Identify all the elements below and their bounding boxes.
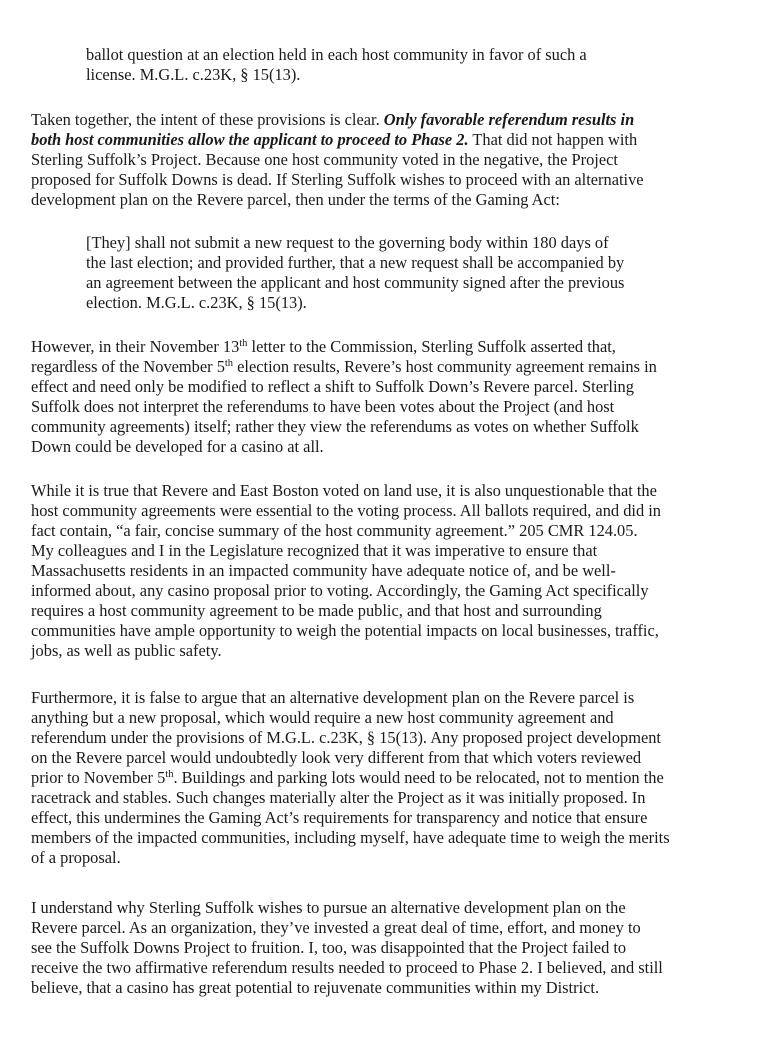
text-run: letter to the Commission, Sterling Suffolk asserted that,	[247, 337, 616, 356]
text-line: communities have ample opportunity to weigh the potential impacts on local businesses, traffic,	[31, 621, 659, 640]
text-line: Suffolk does not interpret the referendums to have been votes about the Project (and host	[31, 397, 615, 416]
text-line: jobs, as well as public safety.	[31, 641, 222, 660]
text-line: fact contain, “a fair, concise summary of the host community agreement.” 205 CMR 124.05.	[31, 521, 638, 540]
paragraph-new-proposal	[31, 688, 670, 868]
text-line: proposed for Suffolk Downs is dead. If Sterling Suffolk wishes to proceed with an alternative	[31, 170, 644, 189]
text-run: However, in their November 13	[31, 337, 240, 356]
text-line: ballot question at an election held in each host community in favor of such a	[86, 45, 587, 64]
text-line: referendum under the provisions of M.G.L. c.23K, § 15(13). Any proposed project development	[31, 728, 661, 747]
text-line: Sterling Suffolk’s Project. Because one host community voted in the negative, the Project	[31, 150, 618, 169]
emphasis-text: both host communities allow the applicant to proceed to Phase 2.	[31, 130, 469, 149]
text-run: regardless of the November 5	[31, 357, 225, 376]
text-line: license. M.G.L. c.23K, § 15(13).	[86, 65, 301, 84]
text-line: Revere parcel. As an organization, they’ve invested a great deal of time, effort, and money to	[31, 918, 641, 937]
ordinal-superscript: th	[224, 358, 234, 369]
text-run: prior to November 5	[31, 768, 166, 787]
text-line: Massachusetts residents in an impacted community have adequate notice of, and be well-	[31, 561, 616, 580]
text-line: the last election; and provided further, that a new request shall be accompanied by	[86, 253, 625, 272]
text-line: My colleagues and I in the Legislature recognized that it was imperative to ensure that	[31, 541, 598, 560]
paragraph-statute-continuation	[86, 45, 587, 85]
text-line: development plan on the Revere parcel, then under the terms of the Gaming Act:	[31, 190, 560, 209]
text-line	[31, 768, 670, 788]
text-line	[31, 130, 644, 150]
paragraph-sterling-letter	[31, 337, 657, 457]
block-quote-statute	[86, 233, 624, 313]
paragraph-intent	[31, 110, 644, 210]
text-line: informed about, any casino proposal prior to voting. Accordingly, the Gaming Act specifically	[31, 581, 649, 600]
paragraph-land-use	[31, 481, 661, 661]
text-line: racetrack and stables. Such changes materially alter the Project as it was initially proposed. In	[31, 788, 646, 807]
paragraph-understanding	[31, 898, 663, 998]
text-run: Taken together, the intent of these provisions is clear.	[31, 110, 384, 129]
text-line: host community agreements were essential to the voting process. All ballots required, and did in	[31, 501, 661, 520]
text-line: election. M.G.L. c.23K, § 15(13).	[86, 293, 307, 312]
text-line: anything but a new proposal, which would require a new host community agreement and	[31, 708, 614, 727]
text-line: effect, this undermines the Gaming Act’s requirements for transparency and notice that ensure	[31, 808, 648, 827]
text-line	[31, 337, 657, 357]
text-line: an agreement between the applicant and host community signed after the previous	[86, 273, 625, 292]
text-line: Furthermore, it is false to argue that an alternative development plan on the Revere parcel is	[31, 688, 635, 707]
text-line: [They] shall not submit a new request to the governing body within 180 days of	[86, 233, 609, 252]
text-line: see the Suffolk Downs Project to fruition. I, too, was disappointed that the Project failed to	[31, 938, 627, 957]
text-line: on the Revere parcel would undoubtedly look very different from that which voters reviewed	[31, 748, 642, 767]
emphasis-text: Only favorable referendum results in	[383, 110, 635, 129]
text-run: election results, Revere’s host community agreement remains in	[233, 357, 657, 376]
text-line: community agreements) itself; rather they view the referendums as votes on whether Suffolk	[31, 417, 639, 436]
text-line: While it is true that Revere and East Boston voted on land use, it is also unquestionable that the	[31, 481, 657, 500]
text-line: effect and need only be modified to reflect a shift to Suffolk Down’s Revere parcel. Sterling	[31, 377, 634, 396]
text-line: I understand why Sterling Suffolk wishes to pursue an alternative development plan on the	[31, 898, 626, 917]
text-line	[31, 357, 657, 377]
text-line: Down could be developed for a casino at all.	[31, 437, 324, 456]
text-line: members of the impacted communities, including myself, have adequate time to weigh the merits	[31, 828, 670, 847]
text-line: receive the two affirmative referendum results needed to proceed to Phase 2. I believed, and still	[31, 958, 663, 977]
text-run: That did not happen with	[468, 130, 638, 149]
ordinal-superscript: th	[239, 338, 248, 349]
text-line: of a proposal.	[31, 848, 121, 867]
text-line: requires a host community agreement to be made public, and that host and surrounding	[31, 601, 602, 620]
text-line	[31, 110, 644, 130]
text-line: believe, that a casino has great potential to rejuvenate communities within my District.	[31, 978, 600, 997]
ordinal-superscript: th	[165, 769, 174, 780]
text-run: . Buildings and parking lots would need to be relocated, not to mention the	[173, 768, 664, 787]
